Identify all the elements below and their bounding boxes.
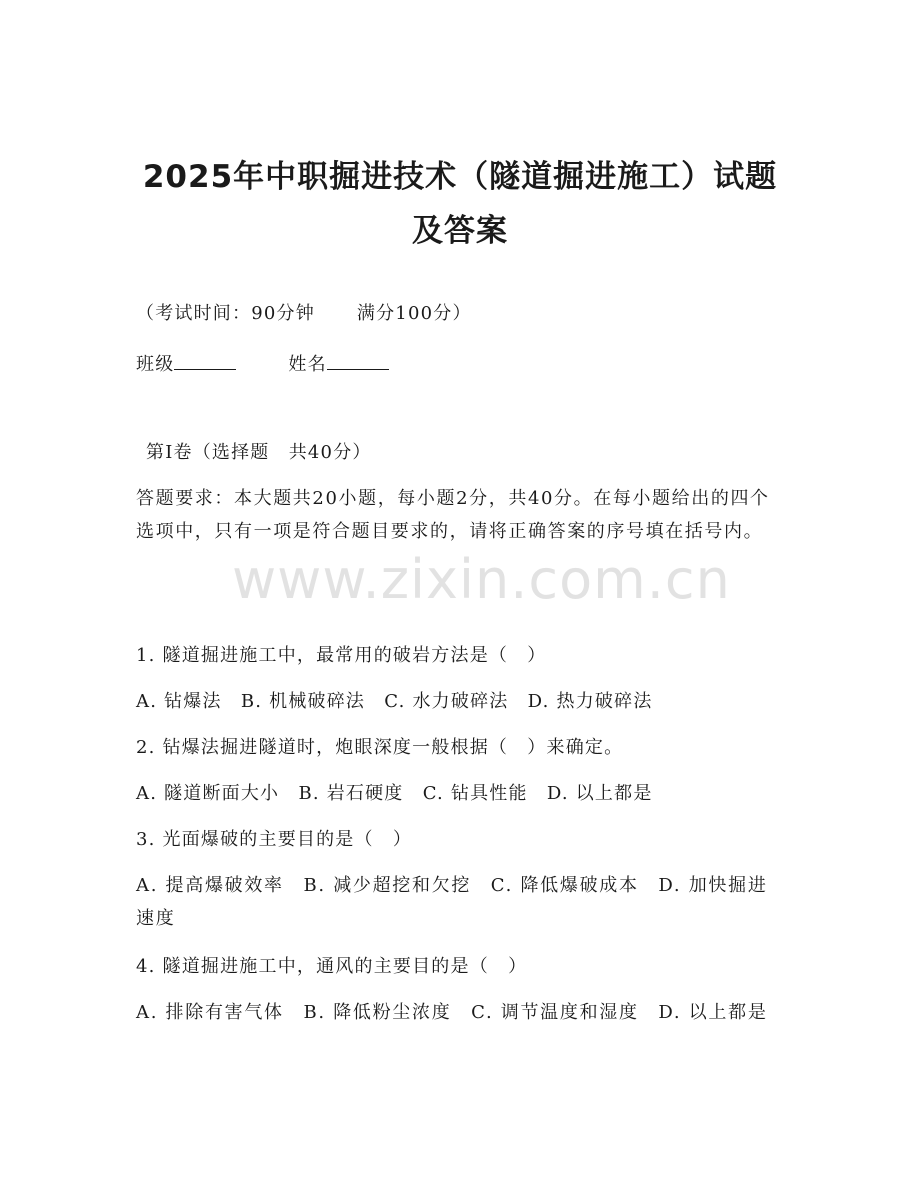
watermark: www.zixin.com.cn xyxy=(232,548,731,611)
question-4-stem: 4. 隧道掘进施工中，通风的主要目的是（ ） xyxy=(136,956,528,977)
class-label: 班级 xyxy=(136,354,175,375)
question-1-stem: 1. 隧道掘进施工中，最常用的破岩方法是（ ） xyxy=(136,645,547,666)
title-line-2: 及答案 xyxy=(412,213,508,249)
exam-score: 满分100分） xyxy=(356,303,472,324)
question-2-options: A. 隧道断面大小 B. 岩石硬度 C. 钻具性能 D. 以上都是 xyxy=(136,783,653,804)
title-line-1: 2025年中职掘进技术（隧道掘进施工）试题 xyxy=(142,159,778,195)
question-1-options: A. 钻爆法 B. 机械破碎法 C. 水力破碎法 D. 热力破碎法 xyxy=(136,691,653,712)
class-blank xyxy=(174,351,236,370)
student-info xyxy=(136,351,389,377)
document-title xyxy=(100,150,820,258)
name-blank xyxy=(327,351,389,370)
question-3-options: A. 提高爆破效率 B. 减少超挖和欠挖 C. 降低爆破成本 D. 加快掘进速度 xyxy=(136,875,768,929)
question-3-stem: 3. 光面爆破的主要目的是（ ） xyxy=(136,829,413,850)
exam-info xyxy=(136,302,472,326)
section-instructions: 答题要求：本大题共20小题，每小题2分，共40分。在每小题给出的四个选项中，只有一项是符合题目要求的，请将正确答案的序号填在括号内。 xyxy=(136,488,770,542)
question-2-stem: 2. 钻爆法掘进隧道时，炮眼深度一般根据（ ）来确定。 xyxy=(136,737,624,758)
exam-time: （考试时间：90分钟 xyxy=(136,303,315,324)
name-label: 姓名 xyxy=(288,354,327,375)
section-heading: 第I卷（选择题 共40分） xyxy=(146,442,372,463)
question-4-options: A. 排除有害气体 B. 降低粉尘浓度 C. 调节温度和湿度 D. 以上都是 xyxy=(136,1002,768,1023)
